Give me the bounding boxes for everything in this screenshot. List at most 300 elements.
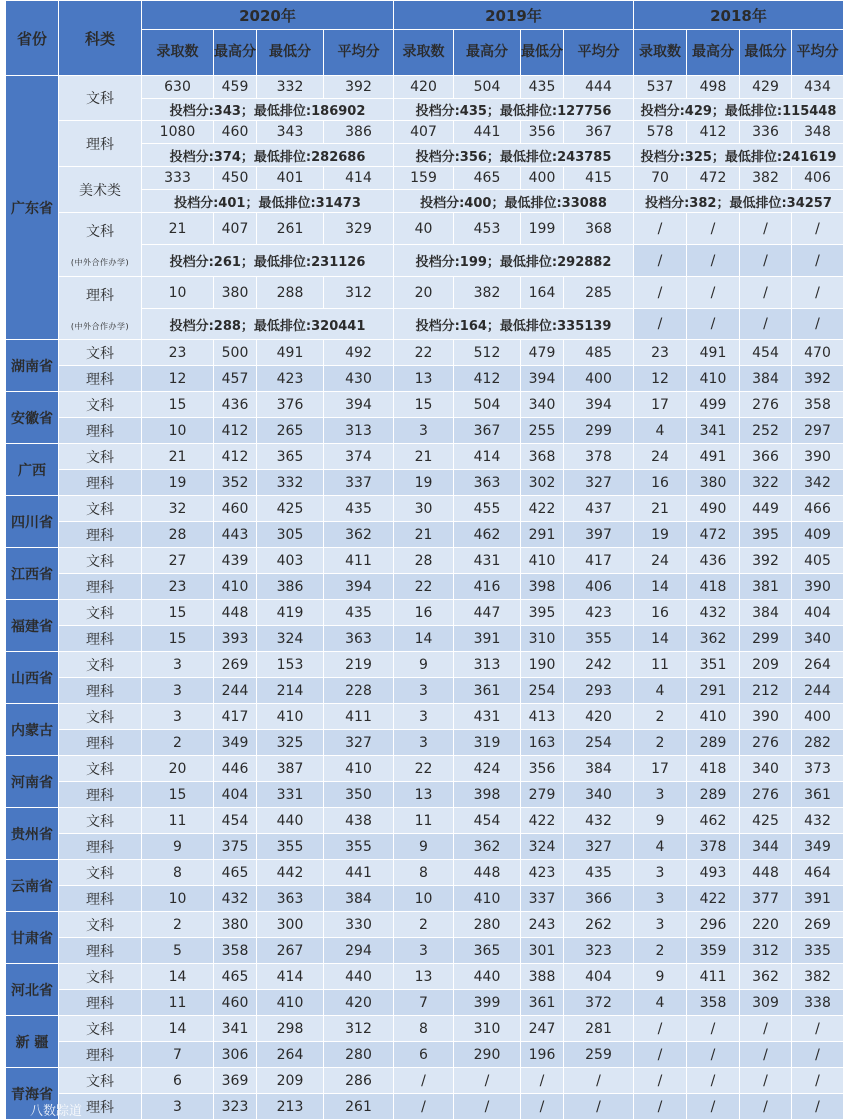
- value-cell: 363: [257, 886, 324, 912]
- table-row: [6, 964, 844, 990]
- value-cell: 419: [257, 600, 324, 626]
- subject-cell: 理科: [59, 366, 142, 392]
- value-cell: 429: [740, 76, 792, 99]
- cutoff-info: 投档分:400；最低排位:33088: [394, 190, 634, 213]
- value-cell: 40: [394, 213, 454, 245]
- table-row: [6, 340, 844, 366]
- value-cell: 395: [521, 600, 564, 626]
- value-cell: 10: [142, 418, 214, 444]
- value-cell: 242: [564, 652, 634, 678]
- value-cell: 348: [792, 121, 844, 144]
- value-cell: 336: [740, 121, 792, 144]
- subject-cell: 文科: [59, 548, 142, 574]
- value-cell: 398: [454, 782, 521, 808]
- column-header: 录取数: [634, 30, 687, 76]
- value-cell: 382: [792, 964, 844, 990]
- value-cell: 10: [394, 886, 454, 912]
- column-header: 最高分: [687, 30, 740, 76]
- value-cell: /: [634, 1094, 687, 1120]
- subject-note: (中外合作办学): [70, 258, 130, 267]
- value-cell: 281: [564, 1016, 634, 1042]
- table-row: [6, 730, 844, 756]
- table-row: [6, 76, 844, 99]
- value-cell: 10: [142, 886, 214, 912]
- value-cell: /: [740, 277, 792, 309]
- value-cell: 340: [792, 626, 844, 652]
- value-cell: 466: [792, 496, 844, 522]
- province-header: 省份: [6, 1, 59, 76]
- value-cell: 384: [324, 886, 394, 912]
- value-cell: 22: [394, 574, 454, 600]
- table-row: [6, 652, 844, 678]
- value-cell: 209: [257, 1068, 324, 1094]
- value-cell: 431: [454, 548, 521, 574]
- value-cell: 297: [792, 418, 844, 444]
- value-cell: 306: [214, 1042, 257, 1068]
- value-cell: /: [792, 277, 844, 309]
- province-cell: 四川省: [6, 496, 59, 548]
- value-cell: 322: [740, 470, 792, 496]
- value-cell: 20: [394, 277, 454, 309]
- value-cell: 394: [521, 366, 564, 392]
- value-cell: 472: [687, 167, 740, 190]
- value-cell: /: [740, 1016, 792, 1042]
- value-cell: 280: [324, 1042, 394, 1068]
- subject-cell: 理科: [59, 678, 142, 704]
- value-cell: 259: [564, 1042, 634, 1068]
- subject-cell: 文科: [59, 340, 142, 366]
- value-cell: 6: [394, 1042, 454, 1068]
- value-cell: 340: [740, 756, 792, 782]
- value-cell: 350: [324, 782, 394, 808]
- column-header: 录取数: [394, 30, 454, 76]
- table-row: [6, 912, 844, 938]
- value-cell: /: [634, 277, 687, 309]
- value-cell: 394: [324, 392, 394, 418]
- value-cell: 313: [454, 652, 521, 678]
- cutoff-info: 投档分:261；最低排位:231126: [142, 245, 394, 277]
- value-cell: 392: [792, 366, 844, 392]
- value-cell: 434: [792, 76, 844, 99]
- value-cell: 380: [687, 470, 740, 496]
- value-cell: 448: [454, 860, 521, 886]
- value-cell: 454: [454, 808, 521, 834]
- value-cell: 4: [634, 834, 687, 860]
- column-header: 最高分: [214, 30, 257, 76]
- province-cell: 河南省: [6, 756, 59, 808]
- value-cell: 390: [792, 444, 844, 470]
- value-cell: 309: [740, 990, 792, 1016]
- value-cell: 298: [257, 1016, 324, 1042]
- value-cell: 21: [142, 213, 214, 245]
- value-cell: 332: [257, 76, 324, 99]
- value-cell: 422: [687, 886, 740, 912]
- year-header-2020: 2020年: [142, 1, 394, 30]
- value-cell: 380: [214, 912, 257, 938]
- value-cell: 264: [792, 652, 844, 678]
- subject-cell: [59, 167, 142, 213]
- value-cell: 436: [687, 548, 740, 574]
- province-cell: 广东省: [6, 76, 59, 340]
- value-cell: 3: [142, 704, 214, 730]
- value-cell: 384: [740, 366, 792, 392]
- table-row: [6, 808, 844, 834]
- value-cell: 14: [634, 626, 687, 652]
- value-cell: 296: [687, 912, 740, 938]
- table-row: [6, 990, 844, 1016]
- value-cell: 504: [454, 392, 521, 418]
- value-cell: 368: [521, 444, 564, 470]
- value-cell: 410: [324, 756, 394, 782]
- value-cell: /: [740, 213, 792, 245]
- value-cell: 310: [454, 1016, 521, 1042]
- value-cell: 4: [634, 990, 687, 1016]
- value-cell: /: [564, 1068, 634, 1094]
- table-row: [6, 496, 844, 522]
- value-cell: 28: [394, 548, 454, 574]
- value-cell: 261: [324, 1094, 394, 1120]
- value-cell: 453: [454, 213, 521, 245]
- value-cell: 335: [792, 938, 844, 964]
- value-cell: 276: [740, 730, 792, 756]
- value-cell: 400: [564, 366, 634, 392]
- value-cell: /: [792, 1042, 844, 1068]
- value-cell: 9: [394, 652, 454, 678]
- value-cell: 358: [214, 938, 257, 964]
- value-cell: 4: [634, 418, 687, 444]
- value-cell: /: [792, 1016, 844, 1042]
- value-cell: 196: [521, 1042, 564, 1068]
- value-cell: 493: [687, 860, 740, 886]
- value-cell: 3: [394, 418, 454, 444]
- value-cell: 411: [687, 964, 740, 990]
- value-cell: 254: [521, 678, 564, 704]
- value-cell: 498: [687, 76, 740, 99]
- value-cell: 244: [214, 678, 257, 704]
- value-cell: 440: [324, 964, 394, 990]
- value-cell: 3: [634, 782, 687, 808]
- value-cell: 20: [142, 756, 214, 782]
- value-cell: 399: [454, 990, 521, 1016]
- value-cell: 312: [324, 1016, 394, 1042]
- subject-label: 文科: [86, 91, 114, 107]
- value-cell: 407: [214, 213, 257, 245]
- value-cell: 302: [521, 470, 564, 496]
- value-cell: /: [634, 1042, 687, 1068]
- subject-cell: 理科: [59, 574, 142, 600]
- value-cell: 15: [142, 600, 214, 626]
- province-cell: 新 疆: [6, 1016, 59, 1068]
- value-cell: 414: [324, 167, 394, 190]
- subject-cell: 文科: [59, 444, 142, 470]
- value-cell: 499: [687, 392, 740, 418]
- subject-cell: 文科: [59, 756, 142, 782]
- table-row: [6, 167, 844, 190]
- value-cell: 349: [214, 730, 257, 756]
- value-cell: 356: [521, 121, 564, 144]
- subject-cell: [59, 76, 142, 121]
- value-cell: 324: [521, 834, 564, 860]
- value-cell: 416: [454, 574, 521, 600]
- subject-cell: 理科: [59, 1042, 142, 1068]
- table-row: [6, 678, 844, 704]
- value-cell: 267: [257, 938, 324, 964]
- value-cell: 333: [142, 167, 214, 190]
- value-cell: 362: [740, 964, 792, 990]
- table-row: [6, 548, 844, 574]
- table-row: [6, 1094, 844, 1120]
- value-cell: 410: [521, 548, 564, 574]
- table-row: [6, 600, 844, 626]
- value-cell: 11: [142, 990, 214, 1016]
- value-cell: 23: [142, 574, 214, 600]
- value-cell: 262: [564, 912, 634, 938]
- value-cell: 414: [257, 964, 324, 990]
- province-cell: 湖南省: [6, 340, 59, 392]
- value-cell: 460: [214, 496, 257, 522]
- value-cell: 341: [214, 1016, 257, 1042]
- subject-cell: 文科: [59, 1068, 142, 1094]
- value-cell: 280: [454, 912, 521, 938]
- value-cell: 435: [521, 76, 564, 99]
- value-cell: 410: [257, 990, 324, 1016]
- value-cell: 312: [324, 277, 394, 309]
- value-cell: 22: [394, 340, 454, 366]
- value-cell: 412: [454, 366, 521, 392]
- subject-cell: 理科: [59, 1094, 142, 1120]
- value-cell: 12: [142, 366, 214, 392]
- value-cell: 22: [394, 756, 454, 782]
- value-cell: 3: [394, 704, 454, 730]
- value-cell: 491: [687, 340, 740, 366]
- value-cell: 394: [324, 574, 394, 600]
- value-cell: 9: [142, 834, 214, 860]
- value-cell: 28: [142, 522, 214, 548]
- subject-label: 理科: [86, 287, 114, 304]
- value-cell: 213: [257, 1094, 324, 1120]
- value-cell: 392: [740, 548, 792, 574]
- value-cell: 410: [257, 704, 324, 730]
- value-cell: 17: [634, 756, 687, 782]
- value-cell: 16: [394, 600, 454, 626]
- cutoff-info: 投档分:429；最低排位:115448: [634, 99, 844, 121]
- value-cell: /: [394, 1068, 454, 1094]
- value-cell: 244: [792, 678, 844, 704]
- cutoff-info: 投档分:374；最低排位:282686: [142, 144, 394, 167]
- table-row: [6, 1042, 844, 1068]
- value-cell: 19: [142, 470, 214, 496]
- value-cell: 15: [142, 626, 214, 652]
- value-cell: 432: [564, 808, 634, 834]
- cutoff-info: 投档分:199；最低排位:292882: [394, 245, 634, 277]
- value-cell: /: [687, 1094, 740, 1120]
- value-cell: 432: [687, 600, 740, 626]
- value-cell: 13: [394, 782, 454, 808]
- table-row: [6, 782, 844, 808]
- value-cell: 329: [324, 213, 394, 245]
- value-cell: 19: [394, 470, 454, 496]
- value-cell: 384: [740, 600, 792, 626]
- value-cell: /: [454, 1068, 521, 1094]
- table-row: [6, 574, 844, 600]
- value-cell: 7: [394, 990, 454, 1016]
- value-cell: 465: [214, 860, 257, 886]
- value-cell: 375: [214, 834, 257, 860]
- value-cell: 504: [454, 76, 521, 99]
- value-cell: 3: [394, 678, 454, 704]
- value-cell: 352: [214, 470, 257, 496]
- value-cell: 3: [142, 1094, 214, 1120]
- value-cell: 395: [740, 522, 792, 548]
- value-cell: 289: [687, 730, 740, 756]
- value-cell: 423: [257, 366, 324, 392]
- value-cell: 331: [257, 782, 324, 808]
- value-cell: 300: [257, 912, 324, 938]
- value-cell: 406: [564, 574, 634, 600]
- value-cell: 312: [740, 938, 792, 964]
- cutoff-info: 投档分:435；最低排位:127756: [394, 99, 634, 121]
- value-cell: 16: [634, 600, 687, 626]
- value-cell: 464: [792, 860, 844, 886]
- value-cell: 323: [564, 938, 634, 964]
- value-cell: 367: [454, 418, 521, 444]
- table-row: [6, 522, 844, 548]
- province-cell: 山西省: [6, 652, 59, 704]
- subject-cell: 理科: [59, 938, 142, 964]
- province-cell: 内蒙古: [6, 704, 59, 756]
- value-cell: 319: [454, 730, 521, 756]
- subject-cell: 文科: [59, 912, 142, 938]
- value-cell: 378: [564, 444, 634, 470]
- value-cell: 351: [687, 652, 740, 678]
- table-row: [6, 277, 844, 309]
- value-cell: 16: [634, 470, 687, 496]
- table-row: [6, 444, 844, 470]
- value-cell: 2: [634, 938, 687, 964]
- subject-cell: 理科: [59, 834, 142, 860]
- value-cell: 411: [324, 704, 394, 730]
- subject-cell: 理科: [59, 626, 142, 652]
- value-cell: 381: [740, 574, 792, 600]
- value-cell: 70: [634, 167, 687, 190]
- table-row: [6, 470, 844, 496]
- value-cell: 15: [142, 782, 214, 808]
- value-cell: 412: [687, 121, 740, 144]
- value-cell: 420: [394, 76, 454, 99]
- value-cell: 374: [324, 444, 394, 470]
- value-cell: 398: [521, 574, 564, 600]
- column-header: 平均分: [324, 30, 394, 76]
- value-cell: 324: [257, 626, 324, 652]
- value-cell: 349: [792, 834, 844, 860]
- value-cell: 2: [634, 730, 687, 756]
- value-cell: 3: [394, 730, 454, 756]
- value-cell: 437: [564, 496, 634, 522]
- value-cell: 391: [792, 886, 844, 912]
- value-cell: 409: [792, 522, 844, 548]
- value-cell: 21: [634, 496, 687, 522]
- value-cell: 323: [214, 1094, 257, 1120]
- column-header: 平均分: [564, 30, 634, 76]
- value-cell: 436: [214, 392, 257, 418]
- value-cell: 403: [257, 548, 324, 574]
- value-cell: 440: [257, 808, 324, 834]
- table-row: [6, 756, 844, 782]
- value-cell: 377: [740, 886, 792, 912]
- value-cell: 413: [521, 704, 564, 730]
- cutoff-info: 投档分:288；最低排位:320441: [142, 309, 394, 340]
- value-cell: 286: [324, 1068, 394, 1094]
- value-cell: 3: [142, 652, 214, 678]
- table-row: [6, 418, 844, 444]
- province-cell: 云南省: [6, 860, 59, 912]
- value-cell: 435: [564, 860, 634, 886]
- value-cell: /: [687, 277, 740, 309]
- value-cell: /: [792, 1068, 844, 1094]
- value-cell: 190: [521, 652, 564, 678]
- value-cell: 386: [257, 574, 324, 600]
- value-cell: 355: [564, 626, 634, 652]
- value-cell: 299: [740, 626, 792, 652]
- value-cell: 9: [394, 834, 454, 860]
- value-cell: 490: [687, 496, 740, 522]
- column-header: 平均分: [792, 30, 844, 76]
- value-cell: 368: [564, 213, 634, 245]
- column-header: 最高分: [454, 30, 521, 76]
- value-cell: 390: [792, 574, 844, 600]
- subject-cell: 文科: [59, 600, 142, 626]
- province-cell: 福建省: [6, 600, 59, 652]
- value-cell: 438: [324, 808, 394, 834]
- column-header: 最低分: [521, 30, 564, 76]
- value-cell: 365: [257, 444, 324, 470]
- subject-header: 科类: [59, 1, 142, 76]
- subject-cell: [59, 213, 142, 277]
- value-cell: 390: [740, 704, 792, 730]
- value-cell: 450: [214, 167, 257, 190]
- value-cell: 382: [454, 277, 521, 309]
- subject-cell: [59, 277, 142, 340]
- value-cell: 578: [634, 121, 687, 144]
- value-cell: 330: [324, 912, 394, 938]
- value-cell: 341: [687, 418, 740, 444]
- table-row: [6, 1016, 844, 1042]
- subject-cell: 理科: [59, 990, 142, 1016]
- value-cell: 355: [257, 834, 324, 860]
- value-cell: 243: [521, 912, 564, 938]
- value-cell: 387: [257, 756, 324, 782]
- value-cell: /: [687, 245, 740, 277]
- value-cell: /: [521, 1094, 564, 1120]
- value-cell: 11: [142, 808, 214, 834]
- value-cell: 418: [687, 574, 740, 600]
- value-cell: 27: [142, 548, 214, 574]
- value-cell: 441: [324, 860, 394, 886]
- value-cell: 261: [257, 213, 324, 245]
- value-cell: 325: [257, 730, 324, 756]
- value-cell: /: [564, 1094, 634, 1120]
- value-cell: 17: [634, 392, 687, 418]
- value-cell: 407: [394, 121, 454, 144]
- value-cell: 500: [214, 340, 257, 366]
- value-cell: 459: [214, 76, 257, 99]
- value-cell: 392: [324, 76, 394, 99]
- value-cell: 406: [792, 167, 844, 190]
- value-cell: 289: [687, 782, 740, 808]
- value-cell: 386: [324, 121, 394, 144]
- value-cell: 254: [564, 730, 634, 756]
- value-cell: 411: [324, 548, 394, 574]
